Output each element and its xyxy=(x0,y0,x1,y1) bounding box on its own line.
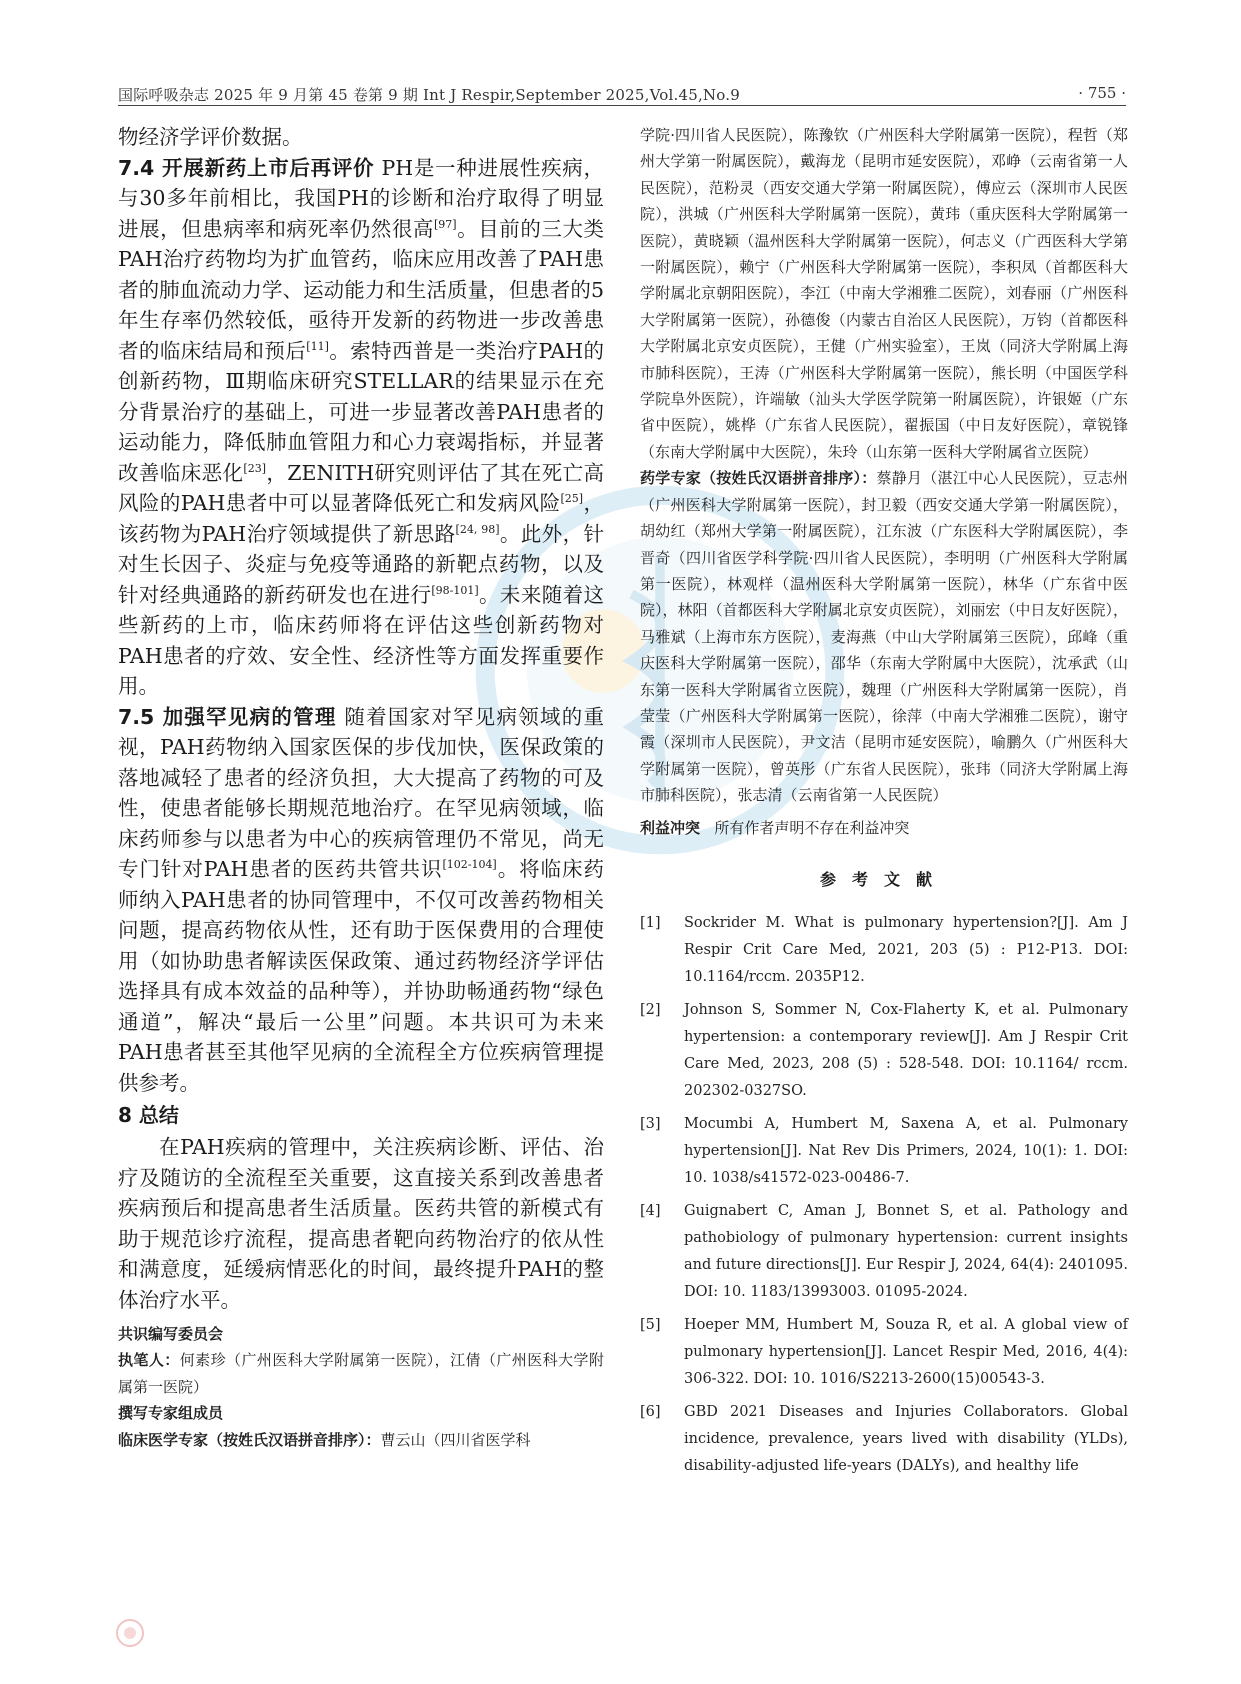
references-heading: 参考文献 xyxy=(819,869,948,889)
conflict-of-interest: 利益冲突 所有作者声明不存在利益冲突 xyxy=(640,818,910,837)
summary-paragraph: 在PAH疾病的管理中，关注疾病诊断、评估、治疗及随访的全流程至关重要，这直接关系到改善患者疾病预后和提高患者生活质量。医药共管的新模式有助于规范诊疗流程，提高患者靶向药物治疗的依从性和满意度，延缓病情恶化的时间，最终提升PAH的整体治疗水平。 xyxy=(118,1135,604,1312)
citation: [98-101] xyxy=(431,583,479,597)
clinical-experts-start: 临床医学专家（按姓氏汉语拼音排序）：曹云山（四川省医学科 xyxy=(118,1430,531,1449)
citation: [24, 98] xyxy=(455,522,500,536)
page-number: · 755 · xyxy=(1078,84,1126,102)
reference-list xyxy=(640,910,1128,1480)
writers: 执笔人：何素珍（广州医科大学附属第一医院），江倩（广州医科大学附属第一医院） xyxy=(118,1351,604,1396)
reference-item: [1] Sockrider M. What is pulmonary hypertension?[J]. Am J Respir Crit Care Med, 2021, 203 (5) : P12-P13. DOI: 10.1164/rccm. 2035P12. xyxy=(640,914,1128,985)
citation: [102-104] xyxy=(442,858,497,872)
reference-item: [5] Hoeper MM, Humbert M, Souza R, et al. A global view of pulmonary hypertension[J]. Lancet Respir Med, 2016, 4(4): 306-322. DOI: 10. 1016/S2213-2600(15)00543-3. xyxy=(640,1316,1128,1387)
pharmacy-experts: 药学专家（按姓氏汉语拼音排序）：蔡静月（湛江中心人民医院），豆志州（广州医科大学附属第一医院），封卫毅（西安交通大学第一附属医院），胡幼红（郑州大学第一附属医院），江东波（广东医科大学附属医院），李晋奇（四川省医学科学院·四川省人民医院），李明明（广州医科大学附属第一医院），林观样（温州医科大学附属第一医院），林华（广东省中医院），林阳（首都医科大学附属北京安贞医院），刘丽宏（中日友好医院），马雅斌（上海市东方医院），麦海燕（中山大学附属第三医院），邱峰（重庆医科大学附属第一医院），邵华（东南大学附属中大医院），沈承武（山东第一医科大学附属省立医院），魏理（广州医科大学附属第一医院），肖莹莹（广州医科大学附属第一医院），徐萍（中南大学湘雅二医院），谢守霞（深圳市人民医院），尹文洁（昆明市延安医院），喻鹏久（广州医科大学附属第一医院），曾英彤（广东省人民医院），张玮（同济大学附属上海市肺科医院），张志清（云南省第一人民医院） xyxy=(640,469,1128,805)
header-rule xyxy=(118,105,1126,106)
reference-item: [4] Guignabert C, Aman J, Bonnet S, et al. Pathology and pathobiology of pulmonary hypertension: current insights and future directions[J]. Eur Respir J, 2024, 64(4): 2401095. DOI: 10. 1183/13993003. 01095-2024. xyxy=(640,1202,1128,1300)
page-header xyxy=(118,80,1126,106)
experts-title: 撰写专家组成员 xyxy=(118,1404,224,1423)
left-column xyxy=(118,122,604,1453)
citation: [97] xyxy=(433,217,457,231)
right-column xyxy=(640,122,1128,1486)
committee-title: 共识编写委员会 xyxy=(118,1325,224,1343)
paragraph: 物经济学评价数据。 xyxy=(118,125,303,149)
section-heading: 7.5 加强罕见病的管理 xyxy=(118,704,337,729)
section-7-4: 7.4 开展新药上市后再评价 PH是一种进展性疾病，与30多年前相比，我国PH的诊断和治疗取得了明显进展，但患病率和病死率仍然很高[97]。目前的三大类PAH治疗药物均为扩血管药，临床应用改善了PAH患者的肺血流动力学、运动能力和生活质量，但患者的5年生存率仍然较低，亟待开发新的药物进一步改善患者的临床结局和预后[11]。索特西普是一类治疗PAH的创新药物，Ⅲ期临床研究STELLAR的结果显示在充分背景治疗的基础上，可进一步显著改善PAH患者的运动能力，降低肺血管阻力和心力衰竭指标，并显著改善临床恶化[23]，ZENITH研究则评估了其在死亡高风险的PAH患者中可以显著降低死亡和发病风险[25]，该药物为PAH治疗领域提供了新思路[24, 98]。此外，针对生长因子、炎症与免疫等通路的新靶点药物，以及针对经典通路的新药研发也在进行[98-101]。未来随着这些新药的上市，临床药师将在评估这些创新药物对PAH患者的疗效、安全性、经济性等方面发挥重要作用。 xyxy=(118,155,605,698)
journal-citation: 国际呼吸杂志 2025 年 9 月第 45 卷第 9 期 Int J Respir,September 2025,Vol.45,No.9 xyxy=(118,86,740,104)
reference-item: [3] Mocumbi A, Humbert M, Saxena A, et al. Pulmonary hypertension[J]. Nat Rev Dis Primers, 2024, 10(1): 1. DOI: 10. 1038/s41572-023-00486-7. xyxy=(640,1115,1128,1186)
publisher-logo-icon xyxy=(115,1618,145,1648)
section-7-5: 7.5 加强罕见病的管理 随着国家对罕见病领域的重视，PAH药物纳入国家医保的步伐加快，医保政策的落地减轻了患者的经济负担，大大提高了药物的可及性，使患者能够长期规范地治疗。在罕见病领域，临床药师参与以患者为中心的疾病管理仍不常见，尚无专门针对PAH患者的医药共管共识[102-104]。将临床药师纳入PAH患者的协同管理中，不仅可改善药物相关问题，提高药物依从性，还有助于医保费用的合理使用（如协助患者解读医保政策、通过药物经济学评估选择具有成本效益的品种等），并协助畅通药物“绿色通道”，解决“最后一公里”问题。本共识可为未来PAH患者甚至其他罕见病的全流程全方位疾病管理提供参考。 xyxy=(118,704,605,1095)
section-8-heading: 8 总结 xyxy=(118,1103,179,1127)
section-heading: 7.4 开展新药上市后再评价 xyxy=(118,155,375,180)
citation: [11] xyxy=(306,339,329,353)
citation: [25] xyxy=(560,492,584,506)
reference-item: [6] GBD 2021 Diseases and Injuries Collaborators. Global incidence, prevalence, years lived with disability (YLDs), disability-adjusted life-years (DALYs), and healthy life xyxy=(640,1403,1128,1474)
reference-item: [2] Johnson S, Sommer N, Cox-Flaherty K, et al. Pulmonary hypertension: a contemporary review[J]. Am J Respir Crit Care Med, 2023, 208 (5) : 528-548. DOI: 10.1164/ rccm. 202302-0327SO. xyxy=(640,1001,1128,1099)
clinical-experts-list: 学院·四川省人民医院），陈豫钦（广州医科大学附属第一医院），程哲（郑州大学第一附属医院），戴海龙（昆明市延安医院），邓峥（云南省第一人民医院），范粉灵（西安交通大学第一附属医院），傅应云（深圳市人民医院），洪城（广州医科大学附属第一医院），黄玮（重庆医科大学附属第一医院），黄晓颖（温州医科大学附属第一医院），何志义（广西医科大学第一附属医院），赖宁（广州医科大学附属第一医院），李积凤（首都医科大学附属北京朝阳医院），李江（中南大学湘雅二医院），刘春丽（广州医科大学附属第一医院），孙德俊（内蒙古自治区人民医院），万钧（首都医科大学附属北京安贞医院），王健（广州实验室），王岚（同济大学附属上海市肺科医院），王涛（广州医科大学附属第一医院），熊长明（中国医学科学院阜外医院），许端敏（汕头大学医学院第一附属医院），许银姬（广东省中医院），姚桦（广东省人民医院），翟振国（中日友好医院），章锐锋（东南大学附属中大医院），朱玲（山东第一医科大学附属省立医院） xyxy=(640,126,1128,461)
citation: [23] xyxy=(243,461,266,475)
